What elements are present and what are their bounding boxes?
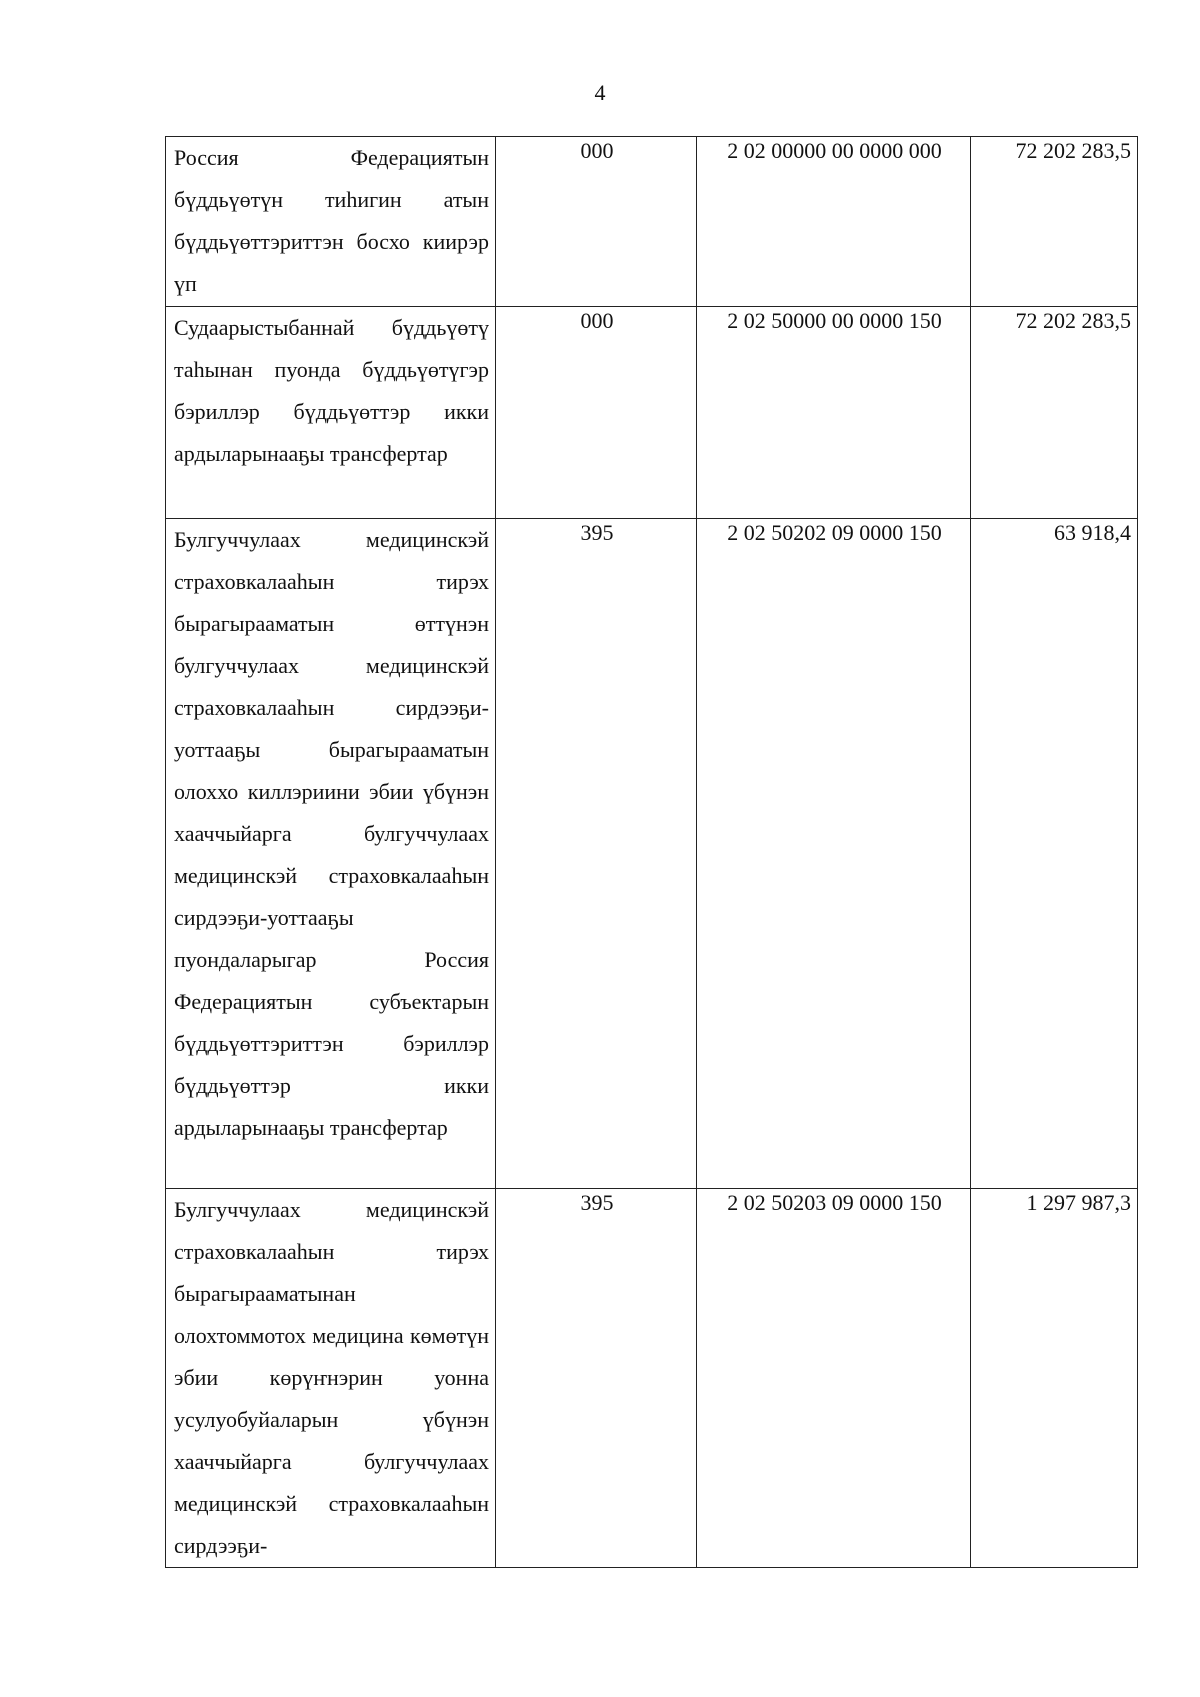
budget-classification-code-cell: 2 02 00000 00 0000 000: [697, 137, 971, 307]
budget-classification-code-cell: 2 02 50000 00 0000 150: [697, 307, 971, 519]
revenue-name-cell: Булгуччулаах медицинскэй страховкалааһын тирэх бырагырааматынан олохтоммотох медицина көмөтүн эбии көрүҥнэрин уонна усулуобуйаларын үбүнэн хааччыйарга булгуччулаах медицинскэй страховкалааһын сирдээҕи-: [166, 1189, 496, 1568]
amount-cell: 72 202 283,5: [971, 307, 1138, 519]
budget-revenue-table: [165, 136, 1138, 1568]
table-row: [166, 519, 1138, 1189]
revenue-name-cell: Булгуччулаах медицинскэй страховкалааһын тирэх бырагырааматын өттүнэн булгуччулаах медицинскэй страховкалааһын сирдээҕи-уоттааҕы бырагырааматын олоххо киллэриини эбии үбүнэн хааччыйарга булгуччулаах медицинскэй страховкалааһын сирдээҕи-уоттааҕы пуондаларыгар Россия Федерациятын субъектарын бүддьүөттэриттэн бэриллэр бүддьүөттэр икки ардыларынааҕы трансфертар: [166, 519, 496, 1189]
amount-cell: 1 297 987,3: [971, 1189, 1138, 1568]
admin-code-cell: 395: [496, 519, 697, 1189]
page-number: 4: [594, 80, 606, 105]
amount-cell: 72 202 283,5: [971, 137, 1138, 307]
admin-code-cell: 395: [496, 1189, 697, 1568]
budget-classification-code-cell: 2 02 50203 09 0000 150: [697, 1189, 971, 1568]
table-row: [166, 137, 1138, 307]
admin-code-cell: 000: [496, 307, 697, 519]
admin-code-cell: 000: [496, 137, 697, 307]
revenue-name-cell: Судаарыстыбаннай бүддьүөтү таһынан пуонда бүддьүөтүгэр бэриллэр бүддьүөттэр икки ардыларынааҕы трансфертар: [166, 307, 496, 519]
table-row: [166, 1189, 1138, 1568]
table-row: [166, 307, 1138, 519]
budget-classification-code-cell: 2 02 50202 09 0000 150: [697, 519, 971, 1189]
revenue-name-cell: Россия Федерациятын бүддьүөтүн тиһигин атын бүддьүөттэриттэн босхо киирэр үп: [166, 137, 496, 307]
amount-cell: 63 918,4: [971, 519, 1138, 1189]
